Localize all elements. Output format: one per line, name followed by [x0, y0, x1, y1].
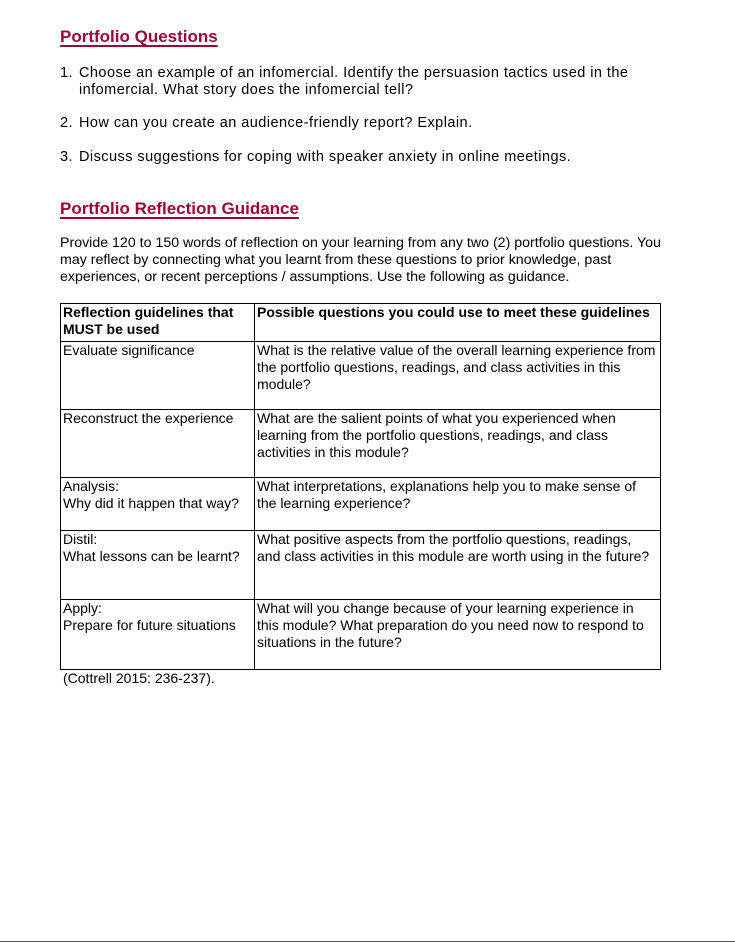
- question-number: 2.: [60, 115, 73, 131]
- question-text: Choose an example of an infomercial. Identify the persuasion tactics used in the infomercial. What story does the infomercial tell?: [79, 65, 629, 98]
- guidance-paragraph: Provide 120 to 150 words of reflection on your learning from any two (2) portfolio questions. You may reflect by connecting what you learnt from these questions to prior knowledge, past experiences, or recent perceptions / assumptions. Use the following as guidance.: [60, 235, 661, 285]
- reflection-guidance-heading: Portfolio Reflection Guidance: [60, 199, 299, 218]
- guideline-cell: [61, 478, 255, 531]
- guideline-cell: [61, 600, 255, 670]
- question-number: 1.: [60, 65, 73, 81]
- column-header: Possible questions you could use to meet these guidelines: [255, 304, 661, 342]
- question-item: [60, 149, 670, 166]
- table-row: [61, 478, 661, 531]
- question-item: [60, 115, 670, 132]
- guideline-sublabel: Prepare for future situations: [63, 617, 236, 633]
- question-text: Discuss suggestions for coping with speaker anxiety in online meetings.: [79, 149, 572, 165]
- question-item: [60, 65, 670, 99]
- table-row: [61, 531, 661, 600]
- question-cell: What is the relative value of the overall learning experience from the portfolio questions, readings, and class activities in this module?: [255, 342, 661, 410]
- table-row: [61, 600, 661, 670]
- question-number: 3.: [60, 149, 73, 165]
- question-text: How can you create an audience-friendly report? Explain.: [79, 115, 473, 131]
- table-row: [61, 410, 661, 478]
- guideline-label: Distil:: [63, 531, 98, 547]
- guideline-label: Evaluate significance: [63, 342, 195, 358]
- guideline-sublabel: What lessons can be learnt?: [63, 548, 240, 564]
- page-bottom-border: [0, 941, 735, 942]
- citation: (Cottrell 2015: 236-237).: [63, 670, 215, 686]
- guideline-sublabel: Why did it happen that way?: [63, 495, 239, 511]
- guideline-cell: [61, 531, 255, 600]
- portfolio-questions-heading: Portfolio Questions: [60, 27, 218, 46]
- guideline-cell: [61, 342, 255, 410]
- question-cell: What will you change because of your learning experience in this module? What preparation do you need now to respond to situations in the future?: [255, 600, 661, 670]
- guideline-cell: [61, 410, 255, 478]
- guideline-label: Apply:: [63, 600, 102, 616]
- question-cell: What interpretations, explanations help you to make sense of the learning experience?: [255, 478, 661, 531]
- question-cell: What positive aspects from the portfolio questions, readings, and class activities in this module are worth using in the future?: [255, 531, 661, 600]
- table-row: [61, 342, 661, 410]
- question-cell: What are the salient points of what you experienced when learning from the portfolio questions, readings, and class activities in this module?: [255, 410, 661, 478]
- guideline-label: Analysis:: [63, 478, 120, 494]
- column-header: Reflection guidelines that MUST be used: [61, 304, 255, 342]
- reflection-guidelines-table: [60, 303, 661, 670]
- guideline-label: Reconstruct the experience: [63, 410, 234, 426]
- table-header-row: [61, 304, 661, 342]
